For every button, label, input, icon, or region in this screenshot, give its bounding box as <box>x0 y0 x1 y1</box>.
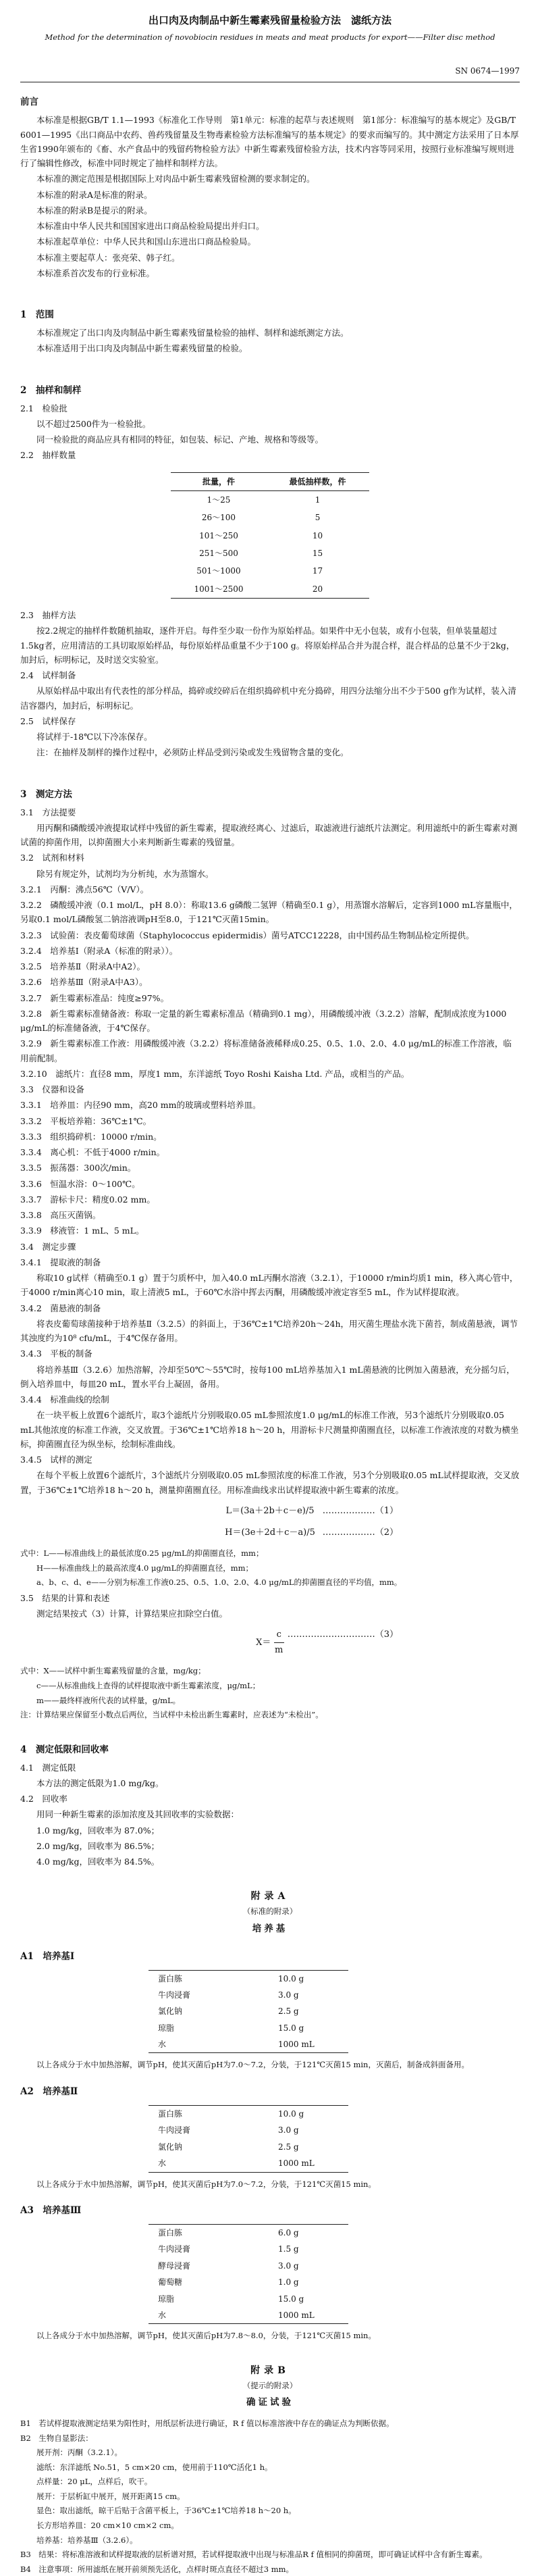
table-cell: 1～25 <box>207 495 231 505</box>
table-row <box>171 562 369 580</box>
clause-2-1-para: 同一检验批的商品应具有相同的特征，如包装、标记、产地、规格和等级等。 <box>36 434 324 445</box>
table-header: 最低抽样数，件 <box>289 476 346 486</box>
table-row <box>148 2122 348 2138</box>
clause-3-5: 3.5 结果的计算和表述 <box>20 1592 110 1603</box>
table-cell: 1001～2500 <box>194 584 244 594</box>
table-row <box>171 527 369 545</box>
ingredient-name: 牛肉浸膏 <box>158 2244 191 2254</box>
appendix-b-item: 展开剂：丙酮（3.2.1）。 <box>36 2448 123 2458</box>
foreword-para: 本标准起草单位：中华人民共和国山东进出口商品检验局。 <box>36 236 256 247</box>
clause-4-1-para: 本方法的测定低限为1.0 mg/kg。 <box>36 1777 164 1788</box>
apparatus-item: 3.3.8 高压灭菌锅。 <box>20 1210 101 1221</box>
section-1-heading: 1 范围 <box>20 309 54 321</box>
foreword-para: 本标准由中华人民共和国国家进出口商品检验局提出并归口。 <box>36 221 265 232</box>
document-title: 出口肉及肉制品中新生霉素残留量检验方法 滤纸方法 <box>148 14 392 26</box>
table-row <box>171 490 369 509</box>
table-cell: 5 <box>315 513 321 523</box>
clause-3-2-intro: 除另有规定外，试剂均为分析纯，水为蒸馏水。 <box>36 868 214 879</box>
apparatus-item: 3.3.2 平板培养箱：36℃±1℃。 <box>20 1115 152 1126</box>
clause-3-1: 3.1 方法提要 <box>20 807 76 817</box>
table-row <box>148 2225 348 2242</box>
reagent-item: 3.2.9 新生霉素标准工作液：用磷酸缓冲液（3.2.2）将标准储备液稀释成0.25、0.5、1.0、2.0、4.0 μg/mL的标准工作溶液，临用前配制。 <box>20 1038 512 1063</box>
formula-1 <box>20 1504 520 1519</box>
table-cell: 101～250 <box>199 530 238 540</box>
formula-1-number: ………………（1） <box>322 1505 398 1516</box>
formula-legend: 式中：X——试样中新生霉素残留量的含量，mg/kg； <box>20 1666 206 1676</box>
clause-3-4-3: 3.4.3 平板的制备 <box>20 1348 92 1359</box>
ingredient-amount: 6.0 g <box>269 2225 348 2242</box>
formula-3-numerator: c <box>274 1627 284 1643</box>
foreword-para: 本标准是根据GB/T 1.1—1993《标准化工作导则 第1单元：标准的起草与表述规则 第1部分：标准编写的基本规定》及GB/T 6001—1995《出口商品中农药、兽药残留量及生物毒素检验方法标准编写的基本规定》的要求而编写的。其中测定方法采用了日本厚生省1990年颁布的《畜、水产食品中的残留药物检验方法》中新生霉素残留检验方法，技术内容等同采用，按照行业标准编写规则进行了编辑性修改，标准中同时规定了抽样和制样方法。 <box>20 115 519 169</box>
apparatus-item: 3.3.7 游标卡尺：精度0.02 mm。 <box>20 1194 155 1205</box>
clause-3-2: 3.2 试剂和材料 <box>20 853 84 863</box>
reagent-item: 3.2.2 磷酸缓冲液（0.1 mol/L，pH 8.0）：称取13.6 g磷酸二氢钾（精确至0.1 g），用蒸馏水溶解后，定容到1000 mL容量瓶中，另取0.1 mol/L磷酸氢二钠溶液调pH至8.0，于121℃灭菌15min。 <box>20 900 518 925</box>
medium-a3-heading: A3 培养基Ⅲ <box>20 2205 82 2217</box>
formula-legend: c——从标准曲线上查得的试样提取液中新生霉素浓度，μg/mL； <box>36 1680 261 1690</box>
recovery-item: 4.0 mg/kg，回收率为 84.5%。 <box>36 1857 160 1867</box>
appendix-a-subheading: （标准的附录） <box>242 1906 298 1917</box>
table-cell: 1 <box>315 495 321 505</box>
appendix-b-item: B2 生物自显影法： <box>20 2433 93 2443</box>
table-row <box>148 2003 348 2019</box>
table-row <box>148 2307 348 2324</box>
medium-a1-table <box>148 1970 348 2054</box>
medium-a1-note: 以上各成分于水中加热溶解，调节pH，使其灭菌后pH为7.0～7.2，分装，于121℃灭菌15 min，灭菌后，制备成斜面备用。 <box>36 2060 469 2070</box>
ingredient-name: 蛋白胨 <box>148 1970 269 1987</box>
ingredient-name: 牛肉浸膏 <box>158 1990 191 2000</box>
section-1-para: 本标准适用于出口肉及肉制品中新生霉素残留量的检验。 <box>36 343 248 354</box>
ingredient-name: 蛋白胨 <box>148 2225 269 2242</box>
clause-4-2-intro: 用同一种新生霉素的添加浓度及其回收率的实验数据： <box>36 1809 240 1820</box>
ingredient-amount: 1000 mL <box>269 2036 348 2053</box>
foreword-para: 本标准系首次发布的行业标准。 <box>36 268 155 278</box>
clause-2-3-para: 按2.2规定的抽样件数随机抽取，逐件开启。每件至少取一份作为原始样品。如果件中无小包装，或有小包装，但单装量超过1.5kg者，应用清洁的工具切取原始样品，每份原始样品重量不少于100 g。将原始样品合并为混合样，混合样品的总量不少于2kg，加封后，标明标记，及时送交实验室。 <box>20 626 515 665</box>
appendix-b-title: 确证试验 <box>246 2397 294 2408</box>
ingredient-name: 水 <box>148 2307 269 2324</box>
clause-2-1: 2.1 检验批 <box>20 403 68 413</box>
formula-3-lhs: X＝ <box>256 1638 271 1648</box>
ingredient-name: 葡萄糖 <box>158 2277 183 2288</box>
appendix-b-item: 展开：于层析缸中展开，展开距离15 cm。 <box>36 2491 185 2501</box>
ingredient-name: 蛋白胨 <box>148 2105 269 2122</box>
ingredient-amount: 2.5 g <box>278 2142 299 2152</box>
section-1-para: 本标准规定了出口肉及肉制品中新生霉素残留量检验的抽样、制样和滤纸测定方法。 <box>36 328 349 338</box>
ingredient-amount: 10.0 g <box>269 2105 348 2122</box>
clause-3-4-5-para: 在每个平板上放置6个滤纸片，3个滤纸片分别吸取0.05 mL参照浓度的标准工作液，另3个分别吸取0.05 mL试样提取液，交叉放置，于36℃±1℃培养18 h～20 h，测量抑菌圈直径。用标准曲线求出试样提取液中新生霉素的浓度。 <box>20 1470 520 1495</box>
clause-2-3: 2.3 抽样方法 <box>20 610 76 621</box>
clause-3-5-para: 测定结果按式（3）计算，计算结果应扣除空白值。 <box>36 1609 227 1619</box>
foreword-para: 本标准主要起草人：张亮荣、韩子红。 <box>36 252 180 263</box>
clause-3-4-2: 3.4.2 菌悬液的制备 <box>20 1303 101 1313</box>
ingredient-amount: 10.0 g <box>269 1970 348 1987</box>
clause-3-4-3-para: 将培养基Ⅲ（3.2.6）加热溶解，冷却至50℃～55℃时，按每100 mL培养基加入1 mL菌悬液的比例加入菌悬液，充分摇匀后，倒入培养皿中，每皿20 mL，置水平台上凝固，备用。 <box>20 1364 515 1389</box>
apparatus-item: 3.3.4 离心机：不低于4000 r/min。 <box>20 1147 165 1158</box>
appendix-b-item: 点样量：20 μL，点样后，吹干。 <box>36 2477 153 2487</box>
appendix-b-subheading: （提示的附录） <box>242 2380 298 2390</box>
ingredient-name: 琼脂 <box>158 2294 175 2304</box>
reagent-item: 3.2.7 新生霉素标准品：纯度≥97%。 <box>20 992 169 1003</box>
section-3-heading: 3 测定方法 <box>20 788 72 800</box>
formula-1-expression: L＝(3a＋2b＋c－e)/5 <box>225 1505 315 1516</box>
clause-4-1: 4.1 测定低限 <box>20 1762 76 1773</box>
ingredient-amount: 15.0 g <box>278 2023 304 2033</box>
medium-a1-heading: A1 培养基Ⅰ <box>20 1950 75 1962</box>
clause-4-2: 4.2 回收率 <box>20 1794 68 1804</box>
table-row <box>171 580 369 599</box>
recovery-item: 2.0 mg/kg，回收率为 86.5%； <box>36 1840 160 1851</box>
clause-3-4: 3.4 测定步骤 <box>20 1241 76 1252</box>
reagent-item: 3.2.10 滤纸片：直径8 mm，厚度1 mm，东洋滤纸 Toyo Roshi Kaisha Ltd. 产品，或相当的产品。 <box>20 1068 410 1079</box>
ingredient-name: 氯化钠 <box>158 2006 183 2017</box>
reagent-item: 3.2.1 丙酮：沸点56℃（V/V）。 <box>20 884 149 894</box>
ingredient-amount: 1.5 g <box>278 2244 299 2254</box>
appendix-b-item: B3 结果：将标准溶液和试样提取液的层析谱对照，若试样提取液中出现与标准品R f 值相同的抑菌斑，即可确证试样中含有新生霉素。 <box>20 2550 487 2560</box>
ingredient-name: 牛肉浸膏 <box>158 2125 191 2136</box>
formula-3-denominator: m <box>275 1645 284 1656</box>
formula-2-number: ………………（2） <box>322 1527 398 1538</box>
ingredient-amount: 1.0 g <box>278 2277 299 2288</box>
ingredient-name: 水 <box>148 2155 269 2172</box>
clause-2-5-note: 注：在抽样及制样的操作过程中，必须防止样品受到污染或发生残留物含量的变化。 <box>36 747 349 758</box>
formula-3-number: …………………………（3） <box>287 1630 398 1640</box>
clause-3-4-1: 3.4.1 提取液的制备 <box>20 1257 101 1267</box>
clause-2-4: 2.4 试样制备 <box>20 670 76 681</box>
table-cell: 26～100 <box>201 513 236 523</box>
ingredient-name: 琼脂 <box>158 2023 175 2033</box>
appendix-a-title: 培养基 <box>252 1923 288 1934</box>
formula-legend: H——标准曲线上的最高浓度4.0 μg/mL的抑菌圈直径，mm； <box>36 1563 254 1573</box>
table-row <box>148 2139 348 2155</box>
sampling-table <box>171 472 369 599</box>
clause-3-4-4: 3.4.4 标准曲线的绘制 <box>20 1394 109 1405</box>
medium-a2-note: 以上各成分于水中加热溶解，调节pH，使其灭菌后pH为7.0～7.2，分装，于121℃灭菌15 min。 <box>36 2179 376 2189</box>
table-row <box>148 2241 348 2257</box>
medium-a2-heading: A2 培养基Ⅱ <box>20 2086 78 2098</box>
table-cell: 251～500 <box>199 549 238 559</box>
foreword-para: 本标准的测定范围是根据国际上对肉品中新生霉素残留检测的要求制定的。 <box>36 174 315 184</box>
ingredient-amount: 2.5 g <box>278 2006 299 2017</box>
table-row <box>171 509 369 526</box>
clause-2-4-para: 从原始样品中取出有代表性的部分样品，捣碎或绞碎后在组织捣碎机中充分捣碎，用四分法缩分出不少于500 g作为试样，装入清洁容器内，加封后，标明标记。 <box>20 686 516 711</box>
appendix-b-item: 显色：取出滤纸，晾干后贴于含菌平板上，于36℃±1℃培养18 h～20 h。 <box>36 2506 296 2516</box>
ingredient-amount: 1000 mL <box>269 2155 348 2172</box>
table-row <box>148 2274 348 2290</box>
appendix-b-heading: 附录B <box>250 2365 290 2376</box>
ingredient-name: 氯化钠 <box>158 2142 183 2152</box>
ingredient-name: 水 <box>148 2036 269 2053</box>
table-row <box>148 1987 348 2003</box>
table-cell: 17 <box>312 566 323 576</box>
section-4-heading: 4 测定低限和回收率 <box>20 1744 109 1755</box>
apparatus-item: 3.3.3 组织捣碎机：10000 r/min。 <box>20 1131 162 1142</box>
reagent-item: 3.2.5 培养基Ⅱ（附录A中A2）。 <box>20 961 146 972</box>
table-cell: 15 <box>312 549 323 559</box>
apparatus-item: 3.3.1 培养皿：内径90 mm，高20 mm的玻璃或塑料培养皿。 <box>20 1100 261 1111</box>
appendix-b-item: 培养基：培养基Ⅲ（3.2.6）。 <box>36 2535 138 2545</box>
table-row <box>148 2258 348 2274</box>
appendix-b-item: B1 若试样提取液测定结果为阳性时，用纸层析法进行确证，R f 值以标准溶液中存在的确证点为判断依据。 <box>20 2419 394 2429</box>
formula-legend: a、b、c、d、e——分别为标准工作液0.25、0.5、1.0、2.0、4.0 μg/mL的抑菌圈直径的平均值，mm。 <box>36 1577 402 1588</box>
clause-3-5-note: 注：计算结果应保留至小数点后两位，当试样中未检出新生霉素时，应表述为“未检出”。 <box>20 1710 323 1720</box>
appendix-b-item: 滤纸：东洋滤纸 No.51，5 cm×20 cm，使用前于110℃活化1 h。 <box>36 2462 273 2472</box>
table-row <box>171 545 369 562</box>
reagent-item: 3.2.8 新生霉素标准储备液：称取一定量的新生霉素标准品（精确到0.1 mg），用磷酸缓冲液（3.2.2）溶解，配制成浓度为1000 μg/mL的标准储备液，于4℃保存。 <box>20 1008 507 1034</box>
formula-3-fraction <box>274 1627 284 1658</box>
apparatus-item: 3.3.6 恒温水浴：0～100℃。 <box>20 1178 140 1189</box>
medium-a2-table <box>148 2105 348 2173</box>
table-row <box>148 1970 348 1987</box>
appendix-b-item: B4 注意事项：所用滤纸在展开前须预先活化，点样时斑点直径不超过3 mm。 <box>20 2564 294 2574</box>
table-row <box>148 2155 348 2172</box>
reagent-item: 3.2.3 试验菌：表皮葡萄球菌（Staphylococcus epidermidis）菌号ATCC12228，由中国药品生物制品检定所提供。 <box>20 930 475 940</box>
clause-3-4-1-para: 称取10 g试样（精确至0.1 g）置于匀质杯中，加入40.0 mL丙酮水溶液（3.2.1），于10000 r/min均质1 min，移入离心管中，于4000 r/min离心10 min，取上清液5 mL，于60℃水浴中挥去丙酮，用磷酸缓冲液定容至5 mL，作为试样提取液。 <box>20 1273 518 1298</box>
apparatus-item: 3.3.5 振荡器：300次/min。 <box>20 1163 136 1173</box>
table-cell: 20 <box>312 584 323 594</box>
clause-3-4-2-para: 将表皮葡萄球菌接种于培养基Ⅱ（3.2.5）的斜面上，于36℃±1℃培养20h～24h，用灭菌生理盐水洗下菌苔，制成菌悬液，调节其浊度约为10⁸ cfu/mL，于4℃保存备用。 <box>20 1318 518 1344</box>
table-row <box>148 2105 348 2122</box>
appendix-a-heading: 附录A <box>250 1891 290 1902</box>
foreword-para: 本标准的附录A是标准的附录。 <box>36 189 153 200</box>
table-cell: 501～1000 <box>196 566 241 576</box>
medium-a3-note: 以上各成分于水中加热溶解，调节pH，使其灭菌后pH为7.8～8.0，分装，于121℃灭菌15 min。 <box>36 2331 376 2341</box>
clause-3-4-5: 3.4.5 试样的测定 <box>20 1455 92 1465</box>
ingredient-amount: 15.0 g <box>278 2294 304 2304</box>
table-row <box>148 2291 348 2307</box>
formula-2-expression: H＝(3e＋2d＋c－a)/5 <box>225 1527 315 1538</box>
document-page <box>20 0 520 2576</box>
formula-legend: m——最终样液所代表的试样量，g/mL。 <box>36 1695 181 1705</box>
document-subtitle: Method for the determination of novobiocin residues in meats and meat products for export——Filter disc method <box>45 32 495 42</box>
table-row <box>148 2020 348 2036</box>
reagent-item: 3.2.6 培养基Ⅲ（附录A中A3）。 <box>20 977 148 988</box>
foreword-body <box>20 113 520 280</box>
clause-2-1-para: 以不超过2500件为一检验批。 <box>36 418 151 429</box>
clause-3-4-4-para: 在一块平板上放置6个滤纸片，取3个滤纸片分别吸取0.05 mL参照浓度1.0 μg/mL的标准工作液，另3个滤纸片分别吸取0.05 mL其他浓度的标准工作液，交叉放置。于36℃±1℃培养18 h～20 h，用游标卡尺测量抑菌圈直径，以标准工作液浓度的对数为横坐标，抑菌圈直径为纵坐标，绘制标准曲线。 <box>20 1410 519 1449</box>
medium-a3-table <box>148 2224 348 2324</box>
clause-3-1-para: 用丙酮和磷酸缓冲液提取试样中残留的新生霉素，提取液经离心、过滤后，取滤液进行滤纸片法测定。利用滤纸中的新生霉素对测试菌的抑菌作用，以抑菌圈大小来判断新生霉素的残留量。 <box>20 822 518 848</box>
table-row <box>148 2036 348 2053</box>
clause-3-3: 3.3 仪器和设备 <box>20 1084 84 1095</box>
ingredient-amount: 3.0 g <box>278 2261 299 2271</box>
clause-2-5: 2.5 试样保存 <box>20 715 76 726</box>
clause-2-5-para: 将试样于-18℃以下冷冻保存。 <box>36 732 153 742</box>
table-cell: 10 <box>312 530 323 540</box>
table-header: 批量，件 <box>202 476 235 486</box>
clause-2-2: 2.2 抽样数量 <box>20 450 76 461</box>
section-2-heading: 2 抽样和制样 <box>20 384 82 396</box>
foreword-heading: 前言 <box>20 97 38 108</box>
ingredient-amount: 3.0 g <box>278 2125 299 2136</box>
standard-number: SN 0674—1997 <box>455 66 520 76</box>
ingredient-name: 酵母浸膏 <box>158 2261 191 2271</box>
apparatus-item: 3.3.9 移液管：1 mL、5 mL。 <box>20 1226 144 1236</box>
formula-legend: 式中：L——标准曲线上的最低浓度0.25 μg/mL的抑菌圈直径，mm； <box>20 1548 264 1559</box>
formula-2 <box>20 1525 520 1540</box>
recovery-item: 1.0 mg/kg，回收率为 87.0%； <box>36 1825 160 1836</box>
ingredient-amount: 1000 mL <box>269 2307 348 2324</box>
reagent-item: 3.2.4 培养基Ⅰ（附录A（标准的附录））。 <box>20 945 178 956</box>
foreword-para: 本标准的附录B是提示的附录。 <box>36 205 153 216</box>
ingredient-amount: 3.0 g <box>278 1990 299 2000</box>
formula-3 <box>20 1627 520 1658</box>
appendix-b-item: 长方形培养皿：20 cm×10 cm×2 cm。 <box>36 2521 179 2531</box>
